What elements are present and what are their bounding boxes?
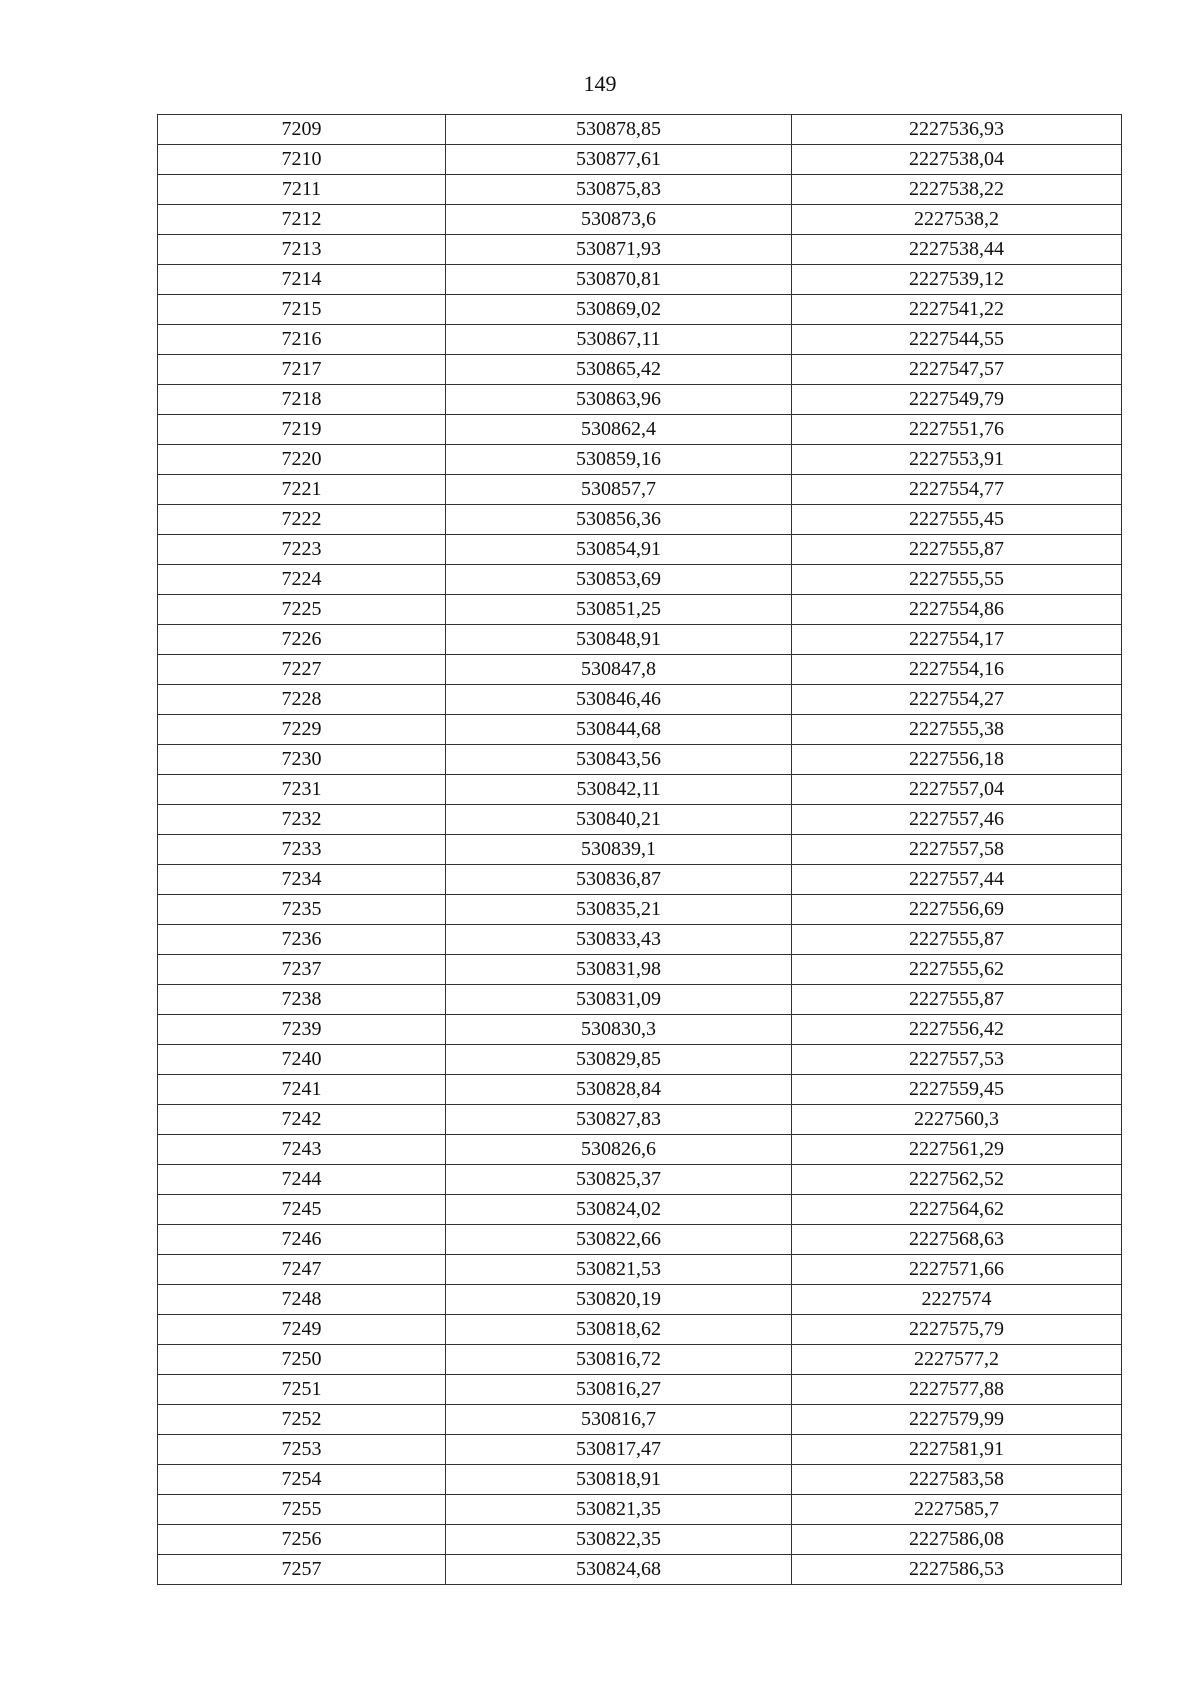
x-coordinate-cell: 530847,8 <box>446 655 792 685</box>
y-coordinate-cell: 2227577,2 <box>792 1345 1122 1375</box>
y-coordinate-cell: 2227557,58 <box>792 835 1122 865</box>
y-coordinate-cell: 2227547,57 <box>792 355 1122 385</box>
x-coordinate-cell: 530869,02 <box>446 295 792 325</box>
table-row <box>158 205 1122 235</box>
table-row <box>158 1375 1122 1405</box>
x-coordinate-cell: 530848,91 <box>446 625 792 655</box>
x-coordinate-cell: 530842,11 <box>446 775 792 805</box>
y-coordinate-cell: 2227556,18 <box>792 745 1122 775</box>
table-row <box>158 385 1122 415</box>
table-row <box>158 325 1122 355</box>
y-coordinate-cell: 2227581,91 <box>792 1435 1122 1465</box>
y-coordinate-cell: 2227544,55 <box>792 325 1122 355</box>
y-coordinate-cell: 2227579,99 <box>792 1405 1122 1435</box>
table-row <box>158 115 1122 145</box>
x-coordinate-cell: 530830,3 <box>446 1015 792 1045</box>
point-number-cell: 7236 <box>158 925 446 955</box>
point-number-cell: 7256 <box>158 1525 446 1555</box>
y-coordinate-cell: 2227577,88 <box>792 1375 1122 1405</box>
x-coordinate-cell: 530844,68 <box>446 715 792 745</box>
y-coordinate-cell: 2227554,16 <box>792 655 1122 685</box>
x-coordinate-cell: 530865,42 <box>446 355 792 385</box>
table-row <box>158 355 1122 385</box>
table-row <box>158 1525 1122 1555</box>
table-row <box>158 1105 1122 1135</box>
point-number-cell: 7245 <box>158 1195 446 1225</box>
x-coordinate-cell: 530839,1 <box>446 835 792 865</box>
table-row <box>158 1405 1122 1435</box>
y-coordinate-cell: 2227559,45 <box>792 1075 1122 1105</box>
y-coordinate-cell: 2227555,87 <box>792 985 1122 1015</box>
point-number-cell: 7221 <box>158 475 446 505</box>
table-row <box>158 925 1122 955</box>
y-coordinate-cell: 2227554,27 <box>792 685 1122 715</box>
x-coordinate-cell: 530870,81 <box>446 265 792 295</box>
coordinates-table-body <box>158 115 1122 1585</box>
table-row <box>158 1255 1122 1285</box>
x-coordinate-cell: 530816,72 <box>446 1345 792 1375</box>
y-coordinate-cell: 2227536,93 <box>792 115 1122 145</box>
x-coordinate-cell: 530825,37 <box>446 1165 792 1195</box>
table-row <box>158 1495 1122 1525</box>
point-number-cell: 7232 <box>158 805 446 835</box>
table-row <box>158 535 1122 565</box>
y-coordinate-cell: 2227555,38 <box>792 715 1122 745</box>
point-number-cell: 7248 <box>158 1285 446 1315</box>
y-coordinate-cell: 2227556,69 <box>792 895 1122 925</box>
x-coordinate-cell: 530856,36 <box>446 505 792 535</box>
x-coordinate-cell: 530867,11 <box>446 325 792 355</box>
table-row <box>158 565 1122 595</box>
x-coordinate-cell: 530854,91 <box>446 535 792 565</box>
coordinates-table <box>157 114 1122 1585</box>
x-coordinate-cell: 530818,62 <box>446 1315 792 1345</box>
x-coordinate-cell: 530857,7 <box>446 475 792 505</box>
point-number-cell: 7243 <box>158 1135 446 1165</box>
table-row <box>158 655 1122 685</box>
table-row <box>158 505 1122 535</box>
y-coordinate-cell: 2227555,87 <box>792 535 1122 565</box>
point-number-cell: 7223 <box>158 535 446 565</box>
y-coordinate-cell: 2227538,2 <box>792 205 1122 235</box>
point-number-cell: 7225 <box>158 595 446 625</box>
x-coordinate-cell: 530836,87 <box>446 865 792 895</box>
x-coordinate-cell: 530820,19 <box>446 1285 792 1315</box>
x-coordinate-cell: 530817,47 <box>446 1435 792 1465</box>
y-coordinate-cell: 2227586,08 <box>792 1525 1122 1555</box>
point-number-cell: 7218 <box>158 385 446 415</box>
point-number-cell: 7217 <box>158 355 446 385</box>
point-number-cell: 7242 <box>158 1105 446 1135</box>
point-number-cell: 7231 <box>158 775 446 805</box>
y-coordinate-cell: 2227564,62 <box>792 1195 1122 1225</box>
x-coordinate-cell: 530816,7 <box>446 1405 792 1435</box>
point-number-cell: 7226 <box>158 625 446 655</box>
table-row <box>158 835 1122 865</box>
point-number-cell: 7253 <box>158 1435 446 1465</box>
point-number-cell: 7246 <box>158 1225 446 1255</box>
y-coordinate-cell: 2227553,91 <box>792 445 1122 475</box>
point-number-cell: 7229 <box>158 715 446 745</box>
point-number-cell: 7249 <box>158 1315 446 1345</box>
table-row <box>158 745 1122 775</box>
table-row <box>158 955 1122 985</box>
x-coordinate-cell: 530827,83 <box>446 1105 792 1135</box>
y-coordinate-cell: 2227557,53 <box>792 1045 1122 1075</box>
table-row <box>158 1465 1122 1495</box>
point-number-cell: 7235 <box>158 895 446 925</box>
table-row <box>158 1045 1122 1075</box>
y-coordinate-cell: 2227555,55 <box>792 565 1122 595</box>
y-coordinate-cell: 2227551,76 <box>792 415 1122 445</box>
point-number-cell: 7255 <box>158 1495 446 1525</box>
table-row <box>158 985 1122 1015</box>
table-row <box>158 1555 1122 1585</box>
x-coordinate-cell: 530822,35 <box>446 1525 792 1555</box>
x-coordinate-cell: 530853,69 <box>446 565 792 595</box>
table-row <box>158 175 1122 205</box>
page-number: 149 <box>583 71 617 96</box>
y-coordinate-cell: 2227549,79 <box>792 385 1122 415</box>
x-coordinate-cell: 530862,4 <box>446 415 792 445</box>
table-row <box>158 1225 1122 1255</box>
table-row <box>158 1315 1122 1345</box>
x-coordinate-cell: 530816,27 <box>446 1375 792 1405</box>
x-coordinate-cell: 530824,02 <box>446 1195 792 1225</box>
x-coordinate-cell: 530835,21 <box>446 895 792 925</box>
point-number-cell: 7216 <box>158 325 446 355</box>
point-number-cell: 7227 <box>158 655 446 685</box>
y-coordinate-cell: 2227586,53 <box>792 1555 1122 1585</box>
table-row <box>158 265 1122 295</box>
table-row <box>158 1345 1122 1375</box>
table-row <box>158 685 1122 715</box>
point-number-cell: 7239 <box>158 1015 446 1045</box>
table-row <box>158 805 1122 835</box>
table-row <box>158 595 1122 625</box>
table-row <box>158 895 1122 925</box>
table-row <box>158 445 1122 475</box>
table-row <box>158 1435 1122 1465</box>
y-coordinate-cell: 2227557,46 <box>792 805 1122 835</box>
x-coordinate-cell: 530821,35 <box>446 1495 792 1525</box>
table-row <box>158 715 1122 745</box>
point-number-cell: 7244 <box>158 1165 446 1195</box>
table-row <box>158 1165 1122 1195</box>
table-row <box>158 1195 1122 1225</box>
x-coordinate-cell: 530843,56 <box>446 745 792 775</box>
y-coordinate-cell: 2227583,58 <box>792 1465 1122 1495</box>
point-number-cell: 7210 <box>158 145 446 175</box>
y-coordinate-cell: 2227555,45 <box>792 505 1122 535</box>
point-number-cell: 7254 <box>158 1465 446 1495</box>
table-row <box>158 415 1122 445</box>
x-coordinate-cell: 530846,46 <box>446 685 792 715</box>
x-coordinate-cell: 530828,84 <box>446 1075 792 1105</box>
y-coordinate-cell: 2227554,86 <box>792 595 1122 625</box>
point-number-cell: 7212 <box>158 205 446 235</box>
table-row <box>158 1075 1122 1105</box>
point-number-cell: 7238 <box>158 985 446 1015</box>
x-coordinate-cell: 530826,6 <box>446 1135 792 1165</box>
x-coordinate-cell: 530871,93 <box>446 235 792 265</box>
point-number-cell: 7250 <box>158 1345 446 1375</box>
y-coordinate-cell: 2227538,04 <box>792 145 1122 175</box>
x-coordinate-cell: 530875,83 <box>446 175 792 205</box>
x-coordinate-cell: 530821,53 <box>446 1255 792 1285</box>
y-coordinate-cell: 2227539,12 <box>792 265 1122 295</box>
y-coordinate-cell: 2227560,3 <box>792 1105 1122 1135</box>
point-number-cell: 7252 <box>158 1405 446 1435</box>
y-coordinate-cell: 2227568,63 <box>792 1225 1122 1255</box>
x-coordinate-cell: 530831,98 <box>446 955 792 985</box>
x-coordinate-cell: 530840,21 <box>446 805 792 835</box>
y-coordinate-cell: 2227585,7 <box>792 1495 1122 1525</box>
point-number-cell: 7241 <box>158 1075 446 1105</box>
y-coordinate-cell: 2227557,44 <box>792 865 1122 895</box>
y-coordinate-cell: 2227538,22 <box>792 175 1122 205</box>
point-number-cell: 7213 <box>158 235 446 265</box>
table-row <box>158 145 1122 175</box>
point-number-cell: 7257 <box>158 1555 446 1585</box>
point-number-cell: 7219 <box>158 415 446 445</box>
point-number-cell: 7214 <box>158 265 446 295</box>
x-coordinate-cell: 530851,25 <box>446 595 792 625</box>
y-coordinate-cell: 2227541,22 <box>792 295 1122 325</box>
point-number-cell: 7215 <box>158 295 446 325</box>
point-number-cell: 7220 <box>158 445 446 475</box>
y-coordinate-cell: 2227561,29 <box>792 1135 1122 1165</box>
point-number-cell: 7211 <box>158 175 446 205</box>
y-coordinate-cell: 2227575,79 <box>792 1315 1122 1345</box>
y-coordinate-cell: 2227571,66 <box>792 1255 1122 1285</box>
x-coordinate-cell: 530829,85 <box>446 1045 792 1075</box>
x-coordinate-cell: 530818,91 <box>446 1465 792 1495</box>
table-row <box>158 295 1122 325</box>
point-number-cell: 7209 <box>158 115 446 145</box>
y-coordinate-cell: 2227557,04 <box>792 775 1122 805</box>
point-number-cell: 7228 <box>158 685 446 715</box>
y-coordinate-cell: 2227574 <box>792 1285 1122 1315</box>
point-number-cell: 7233 <box>158 835 446 865</box>
x-coordinate-cell: 530822,66 <box>446 1225 792 1255</box>
table-row <box>158 865 1122 895</box>
y-coordinate-cell: 2227554,77 <box>792 475 1122 505</box>
y-coordinate-cell: 2227555,62 <box>792 955 1122 985</box>
x-coordinate-cell: 530863,96 <box>446 385 792 415</box>
y-coordinate-cell: 2227562,52 <box>792 1165 1122 1195</box>
y-coordinate-cell: 2227556,42 <box>792 1015 1122 1045</box>
x-coordinate-cell: 530873,6 <box>446 205 792 235</box>
point-number-cell: 7222 <box>158 505 446 535</box>
y-coordinate-cell: 2227555,87 <box>792 925 1122 955</box>
point-number-cell: 7230 <box>158 745 446 775</box>
table-row <box>158 1135 1122 1165</box>
table-row <box>158 625 1122 655</box>
x-coordinate-cell: 530859,16 <box>446 445 792 475</box>
point-number-cell: 7240 <box>158 1045 446 1075</box>
point-number-cell: 7224 <box>158 565 446 595</box>
point-number-cell: 7247 <box>158 1255 446 1285</box>
table-row <box>158 1285 1122 1315</box>
x-coordinate-cell: 530833,43 <box>446 925 792 955</box>
y-coordinate-cell: 2227538,44 <box>792 235 1122 265</box>
y-coordinate-cell: 2227554,17 <box>792 625 1122 655</box>
point-number-cell: 7251 <box>158 1375 446 1405</box>
table-row <box>158 775 1122 805</box>
x-coordinate-cell: 530831,09 <box>446 985 792 1015</box>
table-row <box>158 1015 1122 1045</box>
point-number-cell: 7237 <box>158 955 446 985</box>
table-row <box>158 235 1122 265</box>
x-coordinate-cell: 530824,68 <box>446 1555 792 1585</box>
x-coordinate-cell: 530878,85 <box>446 115 792 145</box>
point-number-cell: 7234 <box>158 865 446 895</box>
x-coordinate-cell: 530877,61 <box>446 145 792 175</box>
table-row <box>158 475 1122 505</box>
